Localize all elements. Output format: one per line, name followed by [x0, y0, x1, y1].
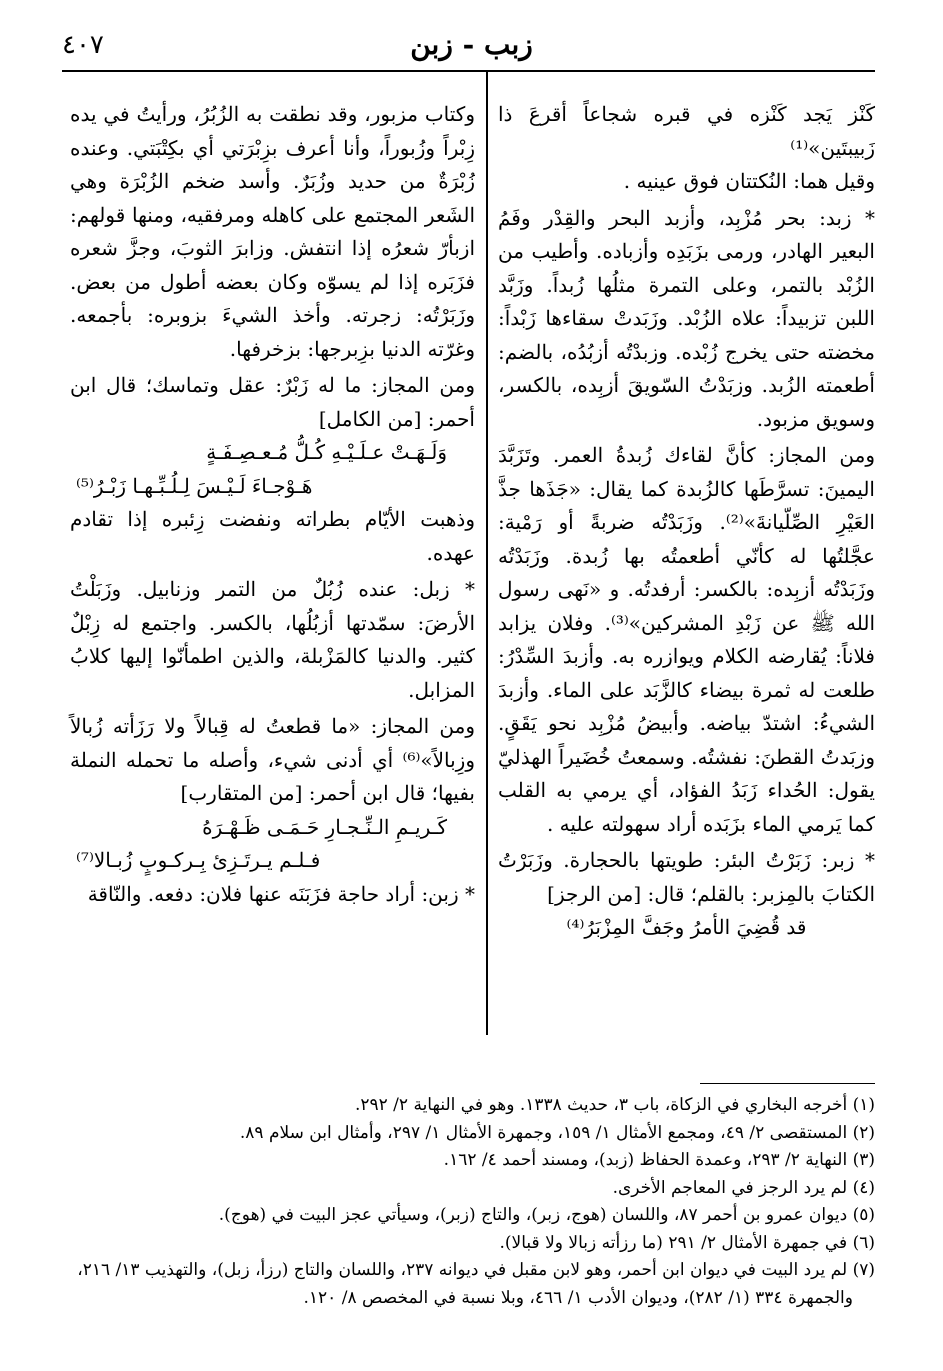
- footnote: (٢) المستقصى ٢/ ٤٩، ومجمع الأمثال ١/ ١٥٩، وجمهرة الأمثال ١/ ٢٩٧، وأمثال ابن سلام ٨٩.: [239, 1122, 875, 1143]
- entry-zbd: * زبد: بحر مُزْبِد، وأزبد البحر والقِدْر وفَمُ البعير الهادر، ورمى بزَبَدِه وأزباده. وأطيب من الزُبْد بالتمر، وعلى التمرة مثلُها زُبداً. وزَبَّد اللبن تزبيداً: علاه الزُبْد. وزَبَدتْ سقاءها زَبْداً: مخضته حتى يخرج زُبْده. وزبدْتُه أزبُدُه، بالضم: أطعمته الزُبد. وزبَدْتُ السّويقَ أزبِده، بالكسر، وسويق مزبود.: [498, 205, 875, 431]
- running-head: زبب - زبن: [410, 28, 533, 61]
- entry-zbn: * زبن: أراد حاجة فزَبَنَه عنها فلان: دفعه. والنّاقة: [87, 881, 475, 906]
- footnote-rule: [700, 1083, 875, 1084]
- verse-line: قد قُضِيَ الأمرُ وجَفَّ المِزْبَرُ⁽⁴⁾: [566, 915, 807, 939]
- footnote: (٧) لم يرد البيت في ديوان ابن أحمر، وهو لابن مقبل في ديوانه ٢٣٧، واللسان والتاج (رزأ، زبل)، والتهذيب ١٣/ ٢١٦،: [77, 1260, 875, 1280]
- footnote: (٣) النهاية ٢/ ٢٩٣، وعمدة الحفاظ (زبد)، ومسند أحمد ٤/ ١٦٢.: [443, 1150, 875, 1170]
- column-divider: [486, 72, 488, 1035]
- paragraph: ومن المجاز: كأنَّ لقاءك زُبدةُ العمر. وتَزَبَّدَ اليمينَ: تسرَّطَها كالزُبدة كما يقال: «جَذَها جذَّ العَيْرِ الصِّلّيانةَ»⁽²⁾. وزَبَدْتُه ضربةً أو رَمْية: عجَّلتُها له كأنّي أطعمتُه بها زُبدة. وزَبَدْتُه وزَبَدْتُه أزبِده: بالكسر: أرفدتُه. و «نَهى رسول الله ﷺ عن زَبْدِ المشركين»⁽³⁾. وفلان يزابد فلاناً: يُقارضه الكلام ويوازره به. وأزبدَ السِّدْرُ: طلعت له ثمرة بيضاء كالزَّبَد على الماء. وأزبدَ الشيءُ: اشتدّ بياضه. وأبيضُ مُزْبِد نحو يَقَقٍ. وزبَدتُ القطنَ: نفشتُه. وسمعتُ خُضَيراً الهذليّ يقول: الحُداء زَبَدُ الفؤاد، أي يرمي به القلب كما يَرمي الماء بزَبَده أراد سهولته عليه .: [498, 443, 875, 836]
- paragraph: وقيل هما: النُكتتان فوق عينيه .: [623, 169, 875, 193]
- paragraph: وذهبت الأيّام بطراته ونفضت زِئبره إذا تقادم عهده.: [70, 507, 475, 565]
- page-number: ٤٠٧: [62, 30, 104, 60]
- verse-line: وَلَـهَـتْ عـلَـيْـهِ كُـلُّ مُـعـصِـفَـةٍ: [206, 440, 447, 464]
- footnotes: [66, 1092, 875, 1312]
- entry-zbr: * زبر: زَبَرْتُ البئر: طويتها بالحجارة. وزَبَرْتُ الكتابَ بالمِزبر: بالقلم؛ قال: [من الرجز]: [498, 848, 875, 906]
- footnote: (٤) لم يرد الرجز في المعاجم الأخرى.: [612, 1177, 875, 1198]
- footnote: (١) أخرجه البخاري في الزكاة، باب ٣، حديث ١٣٣٨. وهو في النهاية ٢/ ٢٩٢.: [354, 1095, 875, 1115]
- paragraph: ومن المجاز: ما له زَبْرٌ: عقل وتماسك؛ قال ابن أحمر: [من الكامل]: [70, 373, 475, 431]
- verse-line: هَـوْجـاءَ لَـيْـسَ لِـلُـبِّـهـا زَبْـرُ⁽⁵⁾: [76, 473, 313, 498]
- right-column: [498, 98, 875, 945]
- footnote: والجمهرة ٣٣٤ (١/ ٢٨٢)، وديوان الأدب ١/ ٤٦٦، وبلا نسبة في المخصص ٨/ ١٢٠.: [303, 1287, 853, 1308]
- entry-zbl: * زبل: عنده زُبُلٌ من التمر وزنابيل. وزَبَلْتُ الأرضَ: سمّدتها أزبُلُها، بالكسر. واجتمع له زِبْلٌ كثير. والدنيا كالمَزْبلة، والذين اطمأنّوا إليها كلابُ المزابل.: [70, 577, 475, 702]
- verse-line: فـلـم يـرتَـزِئ بِـركـوبٍ زُبـالا⁽⁷⁾: [76, 848, 321, 872]
- left-column: [70, 98, 475, 911]
- paragraph: كَنْز يَجد كَنْزه في قبره شجاعاً أقرعَ ذا زَبيبتَين»⁽¹⁾: [498, 102, 875, 160]
- verse-line: كَـريـمِ الـنِّـجـارِ حَـمَـى ظَـهْـرَهُ: [202, 814, 447, 839]
- paragraph: وكتاب مزبور، وقد نطقت به الزُبُرُ، ورأيتُ في يده زِبْراً وزُبوراً، وأنا أعرف بزِبْرَتي أي بكِتْبَتي. وعنده زُبْرَةٌ من حديد وزُبَرٌ. وأسد ضخم الزُبْرَة وهي الشَعر المجتمع على كاهله ومرفقيه، ومنها قولهم: ازبأرّ شعرُه إذا انتفش. وزابرَ الثوبَ، وجزَّ شعره فزَبَره إذا لم يسوّه وكان بعضه أطول من بعض. وزَبَرْتُه: زجرته. وأخذ الشيءَ بزوبره: بأجمعه. وغرّته الدنيا بزِبرجها: بزخرفها.: [70, 102, 475, 361]
- footnote: (٦) في جمهرة الأمثال ٢/ ٢٩١ (ما رزأته زبالا ولا قبالا).: [499, 1232, 875, 1253]
- header-rule: [62, 70, 875, 72]
- paragraph: ومن المجاز: «ما قطعتُ له قِبالاً ولا رَزَأته زُبالاً وزِبالاً»⁽⁶⁾ أي أدنى شيء، وأصله ما تحمله النملة بفيها؛ قال ابن أحمر: [من المتقارب]: [70, 714, 475, 805]
- footnote: (٥) ديوان عمرو بن أحمر ٨٧، واللسان (هوج، زبر)، والتاج (زبر)، وسيأتي عجز البيت في (هوج).: [218, 1205, 875, 1225]
